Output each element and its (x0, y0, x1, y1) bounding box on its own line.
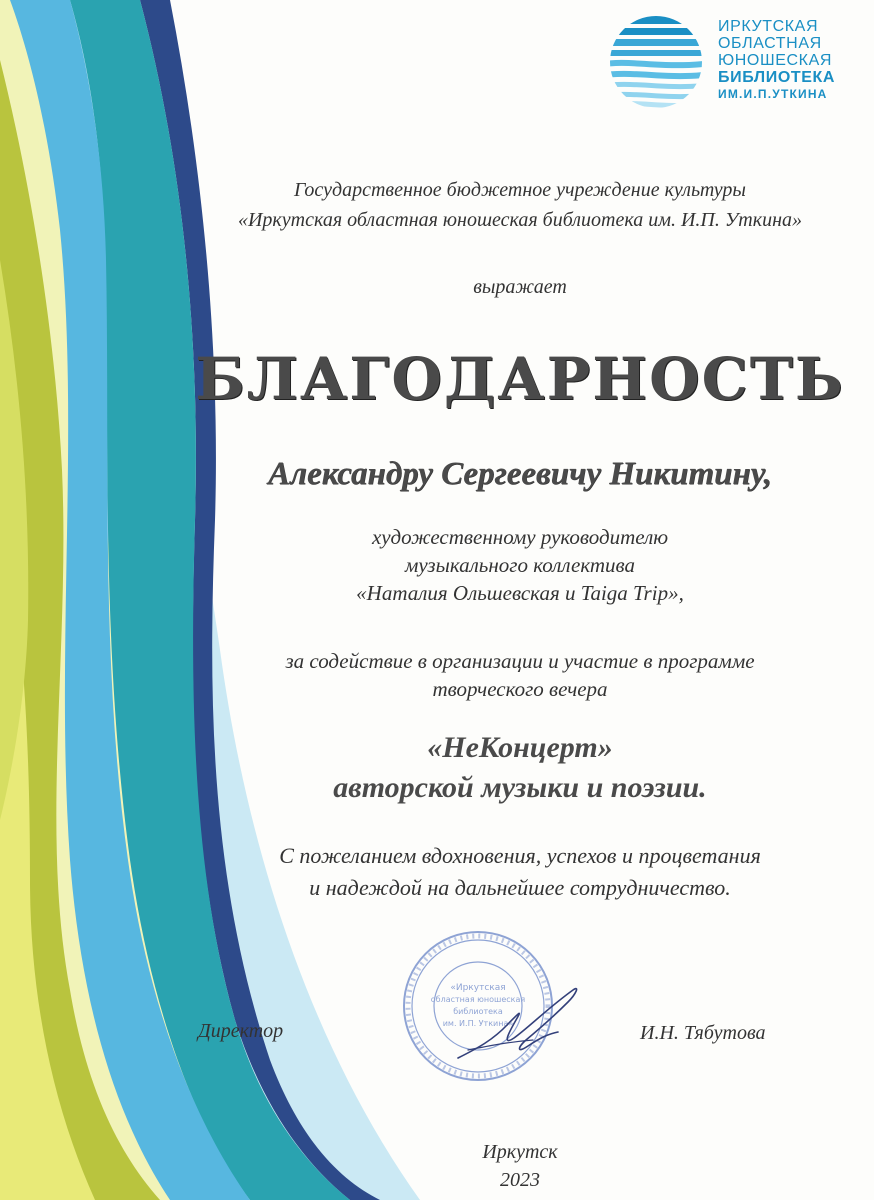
gratitude-reason (190, 647, 850, 703)
certificate-title: БЛАГОДАРНОСТЬ (195, 345, 845, 413)
event-name (190, 728, 850, 808)
expresses-text: выражает (473, 276, 567, 298)
footer-place-date (190, 1138, 850, 1194)
logo-line-2: ОБЛАСТНАЯ (718, 35, 822, 52)
logo-text (718, 18, 835, 103)
wish-line-1: С пожеланием вдохновения, успехов и процветания (279, 843, 761, 868)
library-logo (604, 14, 854, 110)
stamp-seal-icon (398, 928, 598, 1088)
event-line-2: авторской музыки и поэзии. (333, 771, 707, 804)
organization-name (190, 175, 850, 235)
footer-city: Иркутск (482, 1141, 558, 1163)
logo-globe-icon (604, 14, 712, 110)
logo-line-3: ЮНОШЕСКАЯ (718, 52, 833, 69)
reason-line-1: за содействие в организации и участие в программе (285, 649, 755, 673)
signature-name: И.Н. Тябутова (640, 1022, 766, 1044)
event-line-1: «НеКонцерт» (427, 731, 613, 764)
role-line-3: «Наталия Ольшевская и Taiga Trip», (356, 581, 684, 605)
logo-line-1: ИРКУТСКАЯ (718, 18, 819, 35)
stamp-line-1: «Иркутская (450, 983, 506, 993)
stamp-line-3: библиотека (453, 1007, 503, 1016)
logo-line-4: БИБЛИОТЕКА (718, 69, 836, 86)
official-stamp (398, 928, 598, 1088)
footer-year: 2023 (500, 1169, 540, 1191)
organization-line-1: Государственное бюджетное учреждение культуры (294, 179, 746, 201)
wish-line-2: и надеждой на дальнейшее сотрудничество. (309, 875, 731, 900)
wishes-text (190, 840, 850, 904)
stamp-line-2: областная юношеская (430, 995, 526, 1004)
recipient-role (190, 523, 850, 607)
role-line-2: музыкального коллектива (404, 553, 636, 577)
recipient-name: Александру Сергеевичу Никитину, (268, 456, 772, 492)
signature-position: Директор (198, 1020, 284, 1042)
organization-line-2: «Иркутская областная юношеская библиотека им. И.П. Уткина» (237, 209, 803, 231)
reason-line-2: творческого вечера (432, 677, 608, 701)
role-line-1: художественному руководителю (371, 525, 669, 549)
stamp-line-4: им. И.П. Уткина» (442, 1019, 514, 1028)
logo-line-5: ИМ.И.П.УТКИНА (718, 87, 828, 101)
